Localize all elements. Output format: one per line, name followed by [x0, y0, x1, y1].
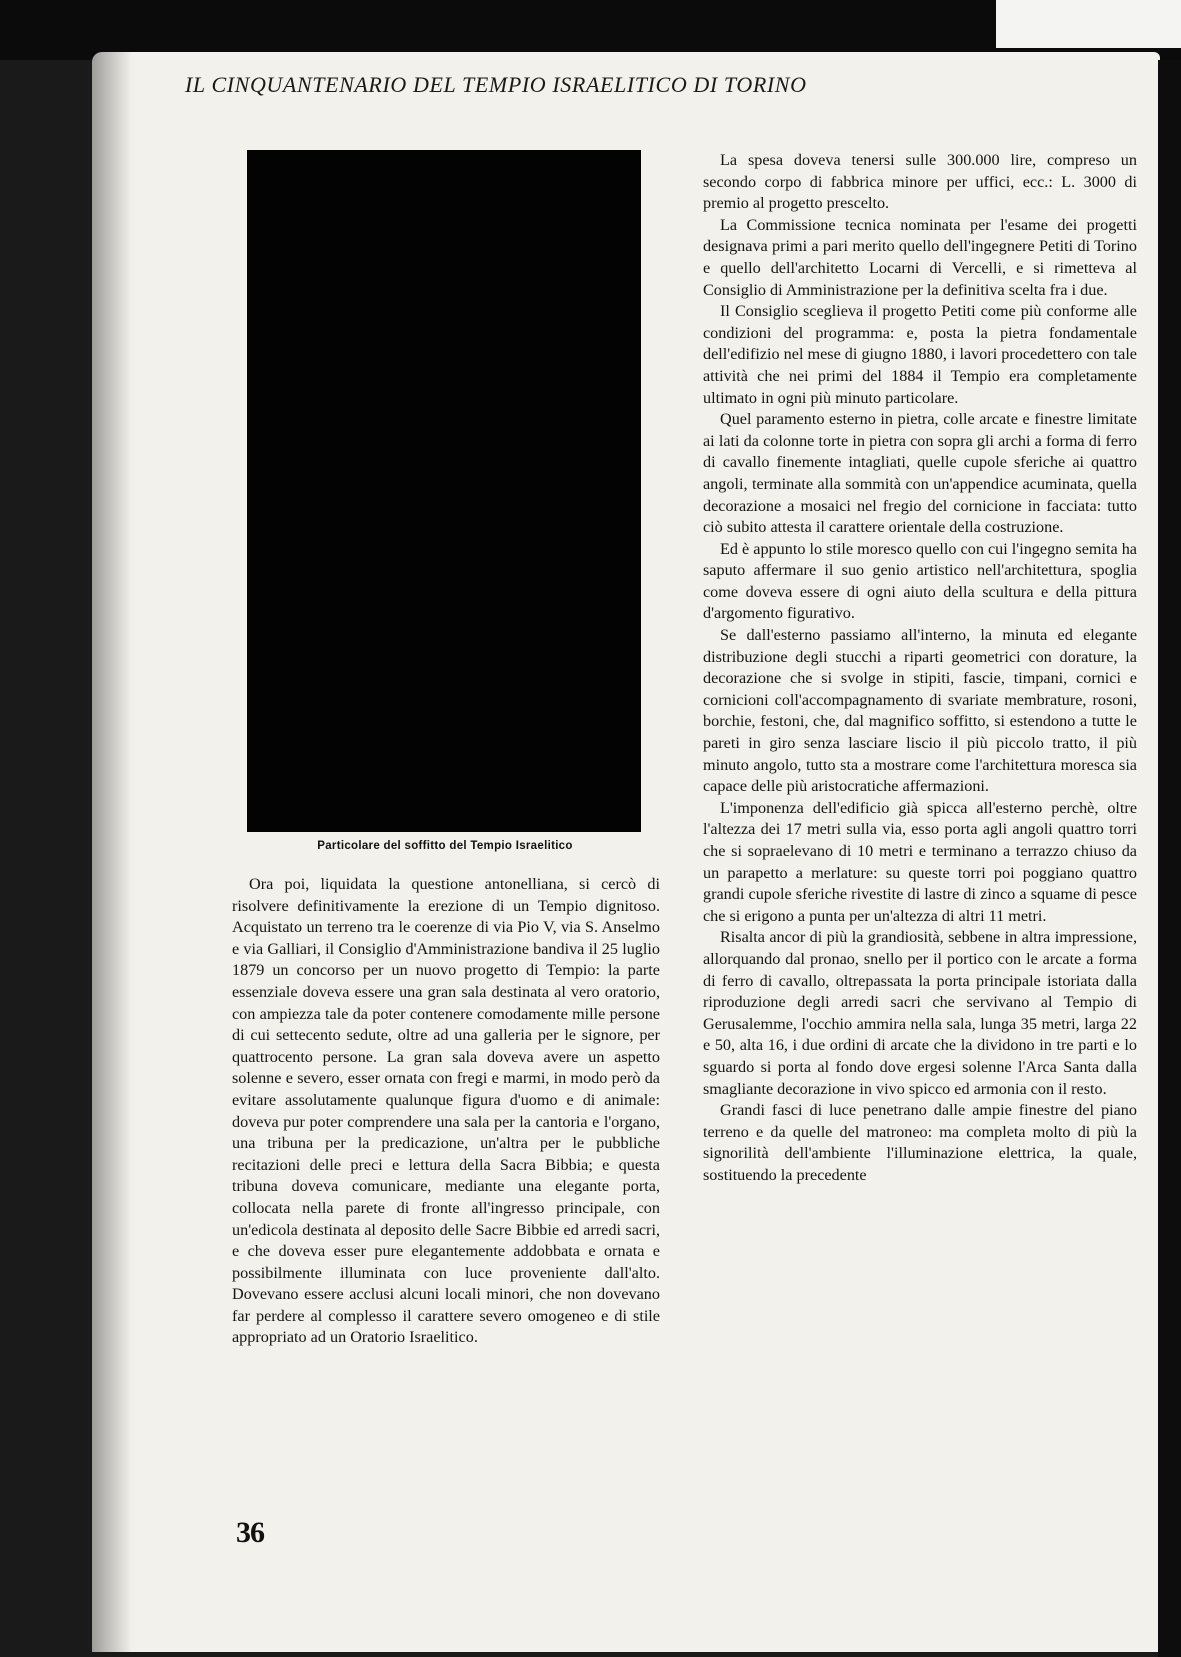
page-gutter-shadow [92, 52, 132, 1652]
running-head: IL CINQUANTENARIO DEL TEMPIO ISRAELITICO DI TORINO [185, 72, 807, 97]
paragraph: Se dall'esterno passiamo all'interno, la minuta ed elegante distribuzione degli stucchi a riparti geometrici con dorature, la decorazione che si svolge in stipiti, fascie, timpani, cornici e cornicioni coll'accompagnamento di svariate membrature, rosoni, borchie, festoni, che, dal magnifico soffitto, si estendono a tutte le pareti in giro senza lasciare liscio il più piccolo tratto, il più minuto angolo, tutto sta a mostrare come l'architettura moresca sia capace delle più aristocratiche affermazioni. [703, 626, 1137, 796]
paragraph: Risalta ancor di più la grandiosità, sebbene in altra impressione, allorquando dal pronao, snello per il portico con le arcate a forma di ferro di cavallo, oltrepassata la porta principale istoriata dalla riproduzione degli arredi sacri che servivano al Tempio di Gerusalemme, l'occhio ammira nella sala, lunga 35 metri, larga 22 e 50, alta 16, i due ordini di arcate che la dividono in tre parti e lo sguardo si porta al fondo dove ergesi solenne l'Arca Santa dalla smagliante decorazione in vivo spicco ed armonia con il resto. [703, 928, 1137, 1098]
paragraph: Grandi fasci di luce penetrano dalle ampie finestre del piano terreno e da quelle del matroneo: ma completa molto di più la signorilità dell'ambiente l'illuminazione elettrica, la quale, sostituendo la precedente [703, 1101, 1137, 1184]
paragraph: Quel paramento esterno in pietra, colle arcate e finestre limitate ai lati da colonne torte in pietra con sopra gli archi a forma di ferro di cavallo finemente intagliati, quelle cupole sferiche ai quattro angoli, terminate alla sommità con un'appendice acuminata, quella decorazione a mosaici nel fregio del cornicione in facciata: tutto ciò subito attesta il carattere orientale della costruzione. [703, 410, 1137, 537]
photo-caption: Particolare del soffitto del Tempio Israelitico [317, 840, 573, 852]
page-number: 36 [236, 1516, 264, 1549]
text-column-right [703, 150, 1137, 1187]
paragraph: La spesa doveva tenersi sulle 300.000 lire, compreso un secondo corpo di fabbrica minore per uffici, ecc.: L. 3000 di premio al progetto prescelto. [703, 151, 1137, 213]
paragraph: La Commissione tecnica nominata per l'esame dei progetti designava primi a pari merito quello dell'ingegnere Petiti di Torino e quello dell'architetto Locarni di Vercelli, e si rimetteva al Consiglio di Amministrazione per la definitiva scelta fra i due. [703, 215, 1137, 299]
scan-right-border [1158, 60, 1181, 1657]
paragraph: Ed è appunto lo stile moresco quello con cui l'ingegno semita ha saputo affermare il suo genio artistico nell'architettura, spoglia come doveva essere di ogni aiuto della scultura e della pittura d'argomento figurativo. [703, 539, 1137, 623]
paragraph: Il Consiglio sceglieva il progetto Petiti come più conforme alle condizioni del programma: e, posta la pietra fondamentale dell'edifizio nel mese di giugno 1880, i lavori procedettero con tale attività che nei primi del 1884 il Tempio era completamente ultimato in ogni più minuto particolare. [703, 302, 1137, 407]
scan-top-corner [996, 0, 1181, 48]
text-column-left [232, 874, 660, 1349]
paragraph: L'imponenza dell'edificio già spicca all'esterno perchè, oltre l'altezza dei 17 metri sulla via, esso porta agli angoli quattro torri che si sopraelevano di 10 metri e terminano a terrazzo chiuso da un parapetto a merlature: su queste torri poi poggiano quattro grandi cupole sferiche rivestite di lastre di zinco a squame di pesce che si erigono a punta per un'altezza di altri 11 metri. [703, 798, 1137, 925]
paragraph: Ora poi, liquidata la questione antonelliana, si cercò di risolvere definitivamente la erezione di un Tempio dignitoso. Acquistato un terreno tra le coerenze di via Pio V, via S. Anselmo e via Galliari, il Consiglio d'Amministrazione bandiva il 25 luglio 1879 un concorso per un nuovo progetto di Tempio: la parte essenziale doveva essere una gran sala destinata al vero oratorio, con ampiezza tale da poter contenere comodamente mille persone di cui settecento sedute, oltre ad una galleria per le signore, per quattrocento persone. La gran sala doveva avere un aspetto solenne e severo, esser ornata con fregi e marmi, in modo però da evitare assolutamente qualunque figura d'uomo e di animale: doveva pur poter comprendere una sala per la cantoria e l'organo, una tribuna per la predicazione, un'altra per le pubbliche recitazioni delle preci e lettura della Sacra Bibbia; e questa tribuna doveva comunicare, mediante una elegante porta, collocata nella parete di fronte all'ingresso principale, con un'edicola destinata al deposito delle Sacre Bibbie ed arredi sacri, e che doveva esser pure elegantemente addobbata e ornata e possibilmente illuminata con luce proveniente dall'alto. Dovevano essere acclusi alcuni locali minori, che non dovevano far perdere al complesso il carattere severo omogeneo e di stile appropriato ad un Oratorio Israelitico. [232, 875, 660, 1347]
photo-ceiling-detail [247, 150, 641, 832]
